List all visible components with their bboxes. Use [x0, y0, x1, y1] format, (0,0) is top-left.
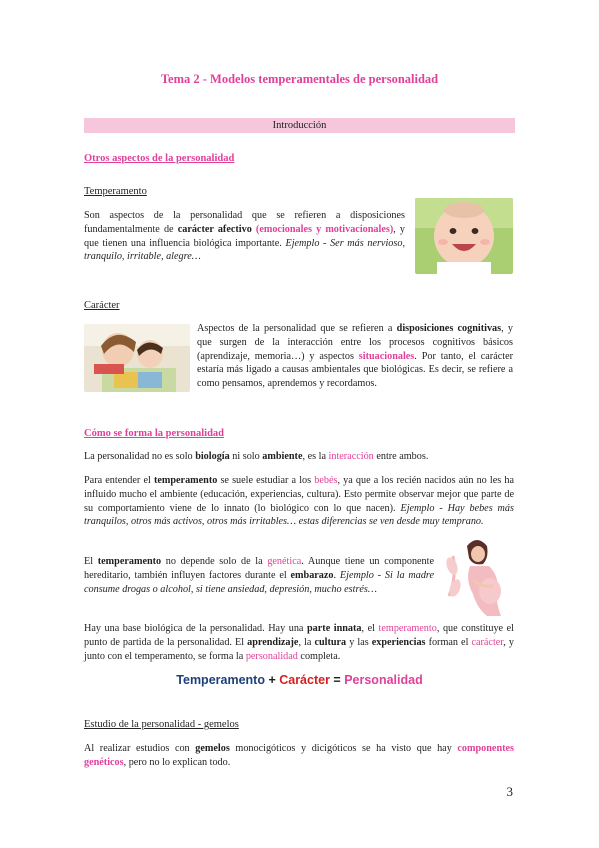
page-number: 3: [506, 784, 513, 799]
pregnant-woman-illustration: [443, 536, 513, 618]
text-span: , que constituye el punto de partida de la personalidad. El: [84, 623, 514, 648]
document-title: Tema 2 - Modelos temperamentales de personalidad: [160, 72, 439, 86]
text-span: La personalidad no es solo: [84, 451, 196, 462]
pink-span: interacción: [328, 451, 374, 462]
text-span: completa.: [297, 650, 341, 662]
text-span: ni solo: [229, 451, 263, 462]
text-span: El: [84, 556, 98, 567]
text-span: y las: [346, 636, 372, 648]
baby-photo: [415, 198, 513, 274]
bold-span: parte innata: [307, 623, 362, 634]
text-span: entre ambos.: [373, 451, 429, 462]
text-span: Al realizar estudios con: [84, 743, 196, 754]
personality-formula: [0, 673, 599, 687]
pink-span: bebés: [314, 475, 338, 486]
heading-gemelos: Estudio de la personalidad - gemelos: [84, 719, 239, 730]
pink-span: temperamento: [378, 623, 437, 634]
bold-span: embarazo: [290, 569, 334, 581]
heading-caracter: Carácter: [84, 300, 120, 311]
formula-equals: =: [329, 673, 345, 687]
temperamento-paragraph: [84, 209, 405, 264]
text-span: forman el: [425, 636, 472, 648]
text-span: . Aunque tiene un componente hereditario, también influyen factores durante el: [84, 556, 435, 581]
forma-paragraph-2: [84, 474, 514, 529]
section-bar-label: Introducción: [272, 120, 327, 131]
text-span: , la: [298, 636, 315, 648]
text-span: , el: [361, 623, 379, 634]
heading-otros-aspectos: Otros aspectos de la personalidad: [84, 153, 235, 164]
forma-paragraph-3: [84, 555, 434, 596]
text-span: Para entender el: [84, 475, 154, 486]
text-span: no depende solo de la: [161, 556, 268, 567]
caracter-paragraph: [197, 322, 513, 391]
formula-plus: +: [264, 673, 280, 687]
formula-temperamento: Temperamento: [176, 673, 265, 687]
heading-como-se-forma: Cómo se forma la personalidad: [84, 428, 224, 439]
bold-span: experiencias: [371, 636, 426, 648]
formula-personalidad: Personalidad: [344, 673, 423, 687]
example-span: Ejemplo - Ser más nervioso, tranquilo, irritable, alegre…: [84, 237, 405, 263]
text-span: , y que tienen una influencia biológica importante.: [84, 223, 406, 249]
text-span: se suele estudiar a los: [217, 475, 315, 486]
pink-span: genética: [267, 556, 302, 567]
formula-caracter: Carácter: [279, 673, 330, 687]
gemelos-paragraph: [84, 742, 514, 770]
bold-span: temperamento: [97, 556, 162, 567]
section-bar: [84, 118, 515, 133]
bold-span: temperamento: [153, 475, 218, 486]
pink-span: personalidad: [245, 650, 298, 662]
text-span: Hay una base biológica de la personalidad. Hay una: [84, 623, 308, 634]
bold-span: ambiente: [262, 451, 303, 462]
bold-span: cultura: [314, 636, 347, 648]
bold-span: biología: [195, 451, 230, 462]
pink-span: (emocionales y motivacionales): [251, 223, 394, 235]
text-span: , ya que a los recién nacidos aún no les ha influido mucho el ambiente (educación, experiencias, cultura). Esto permite observar mejor que parte de su comportamiento viene de lo innato (lo biológico con lo que nacen).: [84, 475, 514, 514]
pink-span: carácter: [471, 636, 504, 648]
forma-paragraph-4: [84, 622, 514, 663]
children-reading-photo: [84, 324, 190, 392]
bold-span: aprendizaje: [247, 636, 299, 648]
text-span: monocigóticos y dicigóticos se ha visto que hay: [229, 743, 458, 754]
pink-span: componentes genéticos: [84, 743, 514, 768]
text-span: .: [333, 569, 340, 581]
example-span: Ejemplo - Hay bebes más tranquilos, otros más activos, otros más irritables… estas diferencias se ven desde muy temprano.: [84, 502, 514, 528]
text-span: , es la: [302, 451, 329, 462]
text-span: , y que surgen de la interacción entre los procesos cognitivos básicos (aprendizaje, memoria…) y aspectos: [197, 323, 513, 362]
example-span: Ejemplo - Si la madre consume drogas o alcohol, si tiene ansiedad, depresión, mucho estrés…: [84, 569, 435, 595]
bold-span: carácter afectivo: [177, 223, 252, 235]
pink-span: situacionales: [358, 350, 415, 362]
bold-span: gemelos: [195, 743, 230, 754]
text-span: , pero no lo explican todo.: [123, 756, 231, 768]
heading-temperamento: Temperamento: [84, 186, 147, 197]
text-span: , y junto con el temperamento, se forma la: [84, 636, 514, 662]
forma-paragraph-1: [84, 450, 514, 464]
text-span: . Por tanto, el carácter estaría más ligado a causas ambientales que biológicas. Es decir, se refiere a como pensamos, aprendemos y recordamos.: [197, 350, 513, 390]
bold-span: disposiciones cognitivas: [396, 323, 502, 334]
text-span: Son aspectos de la personalidad que se refieren a disposiciones fundamentalmente de: [84, 210, 405, 235]
text-span: Aspectos de la personalidad que se refieren a: [197, 323, 397, 334]
